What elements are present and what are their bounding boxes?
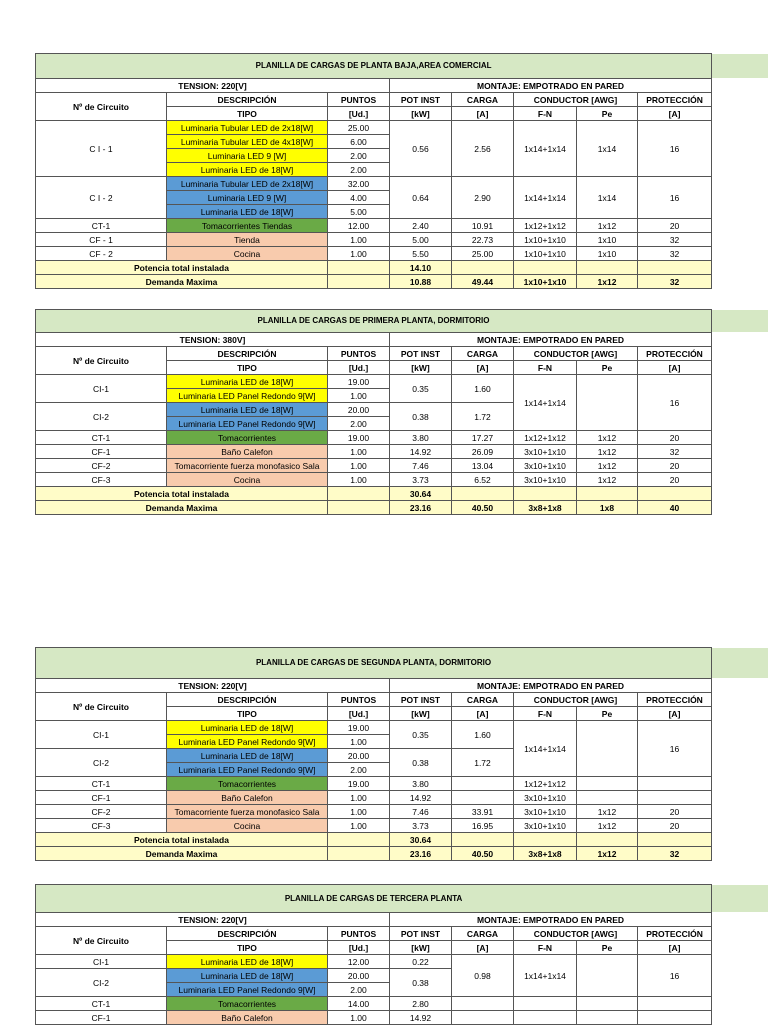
unit-pot: [kW] [390,941,452,955]
pot-cell: 0.56 [390,121,452,177]
tipo-cell: Cocina [167,819,328,833]
prot-cell: 20 [638,819,712,833]
unit-puntos: [Ud.] [328,361,390,375]
prot-cell: 16 [638,121,712,177]
carga-cell [452,997,514,1011]
prot-cell [638,1011,712,1025]
fn-cell: 3x10+1x10 [514,473,577,487]
fn-cell: 1x12+1x12 [514,219,577,233]
potencia-total-label: Potencia total instalada [36,261,328,275]
fn-cell: 1x14+1x14 [514,177,577,219]
puntos-cell: 19.00 [328,375,390,389]
header-conductor: CONDUCTOR [AWG] [514,927,638,941]
pe-cell: 1x10 [577,247,638,261]
carga-cell [452,777,514,791]
pot-cell: 14.92 [390,445,452,459]
prot-cell: 16 [638,955,712,997]
demanda-pot: 23.16 [390,501,452,515]
prot-cell: 20 [638,219,712,233]
tipo-cell: Tomacorrientes Tiendas [167,219,328,233]
tipo-cell: Tomacorrientes [167,997,328,1011]
tipo-cell: Tienda [167,233,328,247]
circuit-id: CF-2 [36,805,167,819]
demanda-carga: 40.50 [452,501,514,515]
header-puntos: PUNTOS [328,927,390,941]
header-conductor: CONDUCTOR [AWG] [514,93,638,107]
header-carga: CARGA [452,927,514,941]
pe-cell: 1x14 [577,121,638,177]
puntos-cell: 2.00 [328,983,390,997]
puntos-cell: 32.00 [328,177,390,191]
tipo-cell: Cocina [167,247,328,261]
empty-cell [328,261,390,275]
tipo-cell: Luminaria LED 9 [W] [167,191,328,205]
pot-cell: 0.38 [390,969,452,997]
header-pot-inst: POT INST [390,693,452,707]
fn-cell: 1x14+1x14 [514,375,577,431]
circuit-id: CF - 2 [36,247,167,261]
load-table [35,884,712,1025]
header-tipo: TIPO [167,707,328,721]
carga-cell: 17.27 [452,431,514,445]
tipo-cell: Luminaria LED Panel Redondo 9[W] [167,983,328,997]
empty-cell [638,487,712,501]
header-pot-inst: POT INST [390,927,452,941]
header-puntos: PUNTOS [328,693,390,707]
puntos-cell: 1.00 [328,791,390,805]
fn-cell: 3x10+1x10 [514,445,577,459]
pe-cell [577,777,638,791]
pe-cell [577,955,638,997]
puntos-cell: 1.00 [328,233,390,247]
header-proteccion: PROTECCIÓN [638,347,712,361]
demanda-maxima-label: Demanda Maxima [36,275,328,289]
empty-cell [328,833,390,847]
puntos-cell: 2.00 [328,163,390,177]
tipo-cell: Baño Calefon [167,791,328,805]
empty-cell [328,847,390,861]
header-puntos: PUNTOS [328,93,390,107]
pot-cell: 3.73 [390,819,452,833]
puntos-cell: 2.00 [328,417,390,431]
pot-cell: 5.50 [390,247,452,261]
unit-fn: F-N [514,361,577,375]
puntos-cell: 1.00 [328,247,390,261]
prot-cell [638,791,712,805]
puntos-cell: 1.00 [328,459,390,473]
empty-cell [577,487,638,501]
puntos-cell: 1.00 [328,735,390,749]
load-table [35,53,712,289]
unit-carga: [A] [452,941,514,955]
carga-cell: 22.73 [452,233,514,247]
puntos-cell: 1.00 [328,473,390,487]
puntos-cell: 14.00 [328,997,390,1011]
empty-cell [328,487,390,501]
potencia-total-label: Potencia total instalada [36,487,328,501]
prot-cell [638,997,712,1011]
puntos-cell: 2.00 [328,763,390,777]
fn-cell: 1x10+1x10 [514,233,577,247]
demanda-pe: 1x12 [577,275,638,289]
unit-proteccion: [A] [638,941,712,955]
circuit-id: C I - 2 [36,177,167,219]
tipo-cell: Luminaria LED de 18[W] [167,163,328,177]
empty-cell [452,261,514,275]
fn-cell [514,997,577,1011]
demanda-fn: 1x10+1x10 [514,275,577,289]
potencia-total-value: 30.64 [390,487,452,501]
header-pot-inst: POT INST [390,347,452,361]
fn-cell: 1x14+1x14 [514,955,577,997]
empty-cell [638,261,712,275]
demanda-maxima-label: Demanda Maxima [36,847,328,861]
carga-cell: 33.91 [452,805,514,819]
pot-cell: 3.73 [390,473,452,487]
circuit-id: CF-2 [36,459,167,473]
pot-cell: 5.00 [390,233,452,247]
circuit-id: CF-3 [36,473,167,487]
puntos-cell: 12.00 [328,955,390,969]
pot-cell: 0.38 [390,749,452,777]
header-descripcion: DESCRIPCIÓN [167,93,328,107]
tipo-cell: Luminaria LED Panel Redondo 9[W] [167,735,328,749]
carga-cell: 1.60 [452,375,514,403]
unit-carga: [A] [452,361,514,375]
puntos-cell: 4.00 [328,191,390,205]
tipo-cell: Luminaria LED de 18[W] [167,749,328,763]
pe-cell: 1x12 [577,805,638,819]
carga-cell: 0.98 [452,955,514,997]
header-descripcion: DESCRIPCIÓN [167,347,328,361]
empty-cell [452,487,514,501]
empty-cell [577,261,638,275]
pe-cell [577,997,638,1011]
carga-cell: 13.04 [452,459,514,473]
pot-cell: 0.35 [390,721,452,749]
carga-cell: 26.09 [452,445,514,459]
fn-cell: 1x12+1x12 [514,431,577,445]
pot-cell: 2.80 [390,997,452,1011]
unit-fn: F-N [514,941,577,955]
header-circuito: Nº de Circuito [36,347,167,375]
load-table [35,309,712,515]
fn-cell: 1x14+1x14 [514,121,577,177]
unit-pe: Pe [577,107,638,121]
demanda-carga: 40.50 [452,847,514,861]
tipo-cell: Baño Calefon [167,445,328,459]
pot-cell: 7.46 [390,805,452,819]
circuit-id: CI-1 [36,721,167,749]
title-band-extension [710,310,768,332]
tipo-cell: Tomacorriente fuerza monofasico Sala [167,459,328,473]
unit-proteccion: [A] [638,707,712,721]
header-pot-inst: POT INST [390,93,452,107]
unit-pot: [kW] [390,361,452,375]
empty-cell [328,275,390,289]
tipo-cell: Luminaria Tubular LED de 4x18[W] [167,135,328,149]
pot-cell: 0.64 [390,177,452,219]
tipo-cell: Luminaria Tubular LED de 2x18[W] [167,177,328,191]
pot-cell: 0.38 [390,403,452,431]
demanda-pe: 1x12 [577,847,638,861]
demanda-pot: 23.16 [390,847,452,861]
empty-cell [638,833,712,847]
fn-cell [514,1011,577,1025]
tension-label: TENSION: 220[V] [36,79,390,93]
carga-cell: 16.95 [452,819,514,833]
prot-cell: 20 [638,431,712,445]
header-tipo: TIPO [167,941,328,955]
carga-cell [452,1011,514,1025]
table-title: PLANILLA DE CARGAS DE PLANTA BAJA,AREA COMERCIAL [36,54,712,79]
circuit-id: CI-2 [36,749,167,777]
pe-cell: 1x12 [577,219,638,233]
header-carga: CARGA [452,93,514,107]
circuit-id: CF-1 [36,1011,167,1025]
puntos-cell: 1.00 [328,805,390,819]
pot-cell: 0.35 [390,375,452,403]
carga-cell: 1.72 [452,403,514,431]
tipo-cell: Luminaria LED Panel Redondo 9[W] [167,389,328,403]
prot-cell: 32 [638,233,712,247]
pe-cell [577,791,638,805]
demanda-prot: 32 [638,275,712,289]
pot-cell: 7.46 [390,459,452,473]
puntos-cell: 19.00 [328,777,390,791]
pot-cell: 3.80 [390,777,452,791]
circuit-id: CF-1 [36,791,167,805]
unit-carga: [A] [452,107,514,121]
circuit-id: C I - 1 [36,121,167,177]
empty-cell [514,261,577,275]
unit-fn: F-N [514,707,577,721]
carga-cell: 1.72 [452,749,514,777]
carga-cell: 10.91 [452,219,514,233]
circuit-id: CF-3 [36,819,167,833]
prot-cell: 32 [638,247,712,261]
unit-proteccion: [A] [638,107,712,121]
pot-cell: 14.92 [390,1011,452,1025]
fn-cell: 1x14+1x14 [514,721,577,777]
prot-cell: 16 [638,375,712,431]
unit-pot: [kW] [390,707,452,721]
header-tipo: TIPO [167,361,328,375]
demanda-fn: 3x8+1x8 [514,501,577,515]
tipo-cell: Luminaria LED 9 [W] [167,149,328,163]
header-puntos: PUNTOS [328,347,390,361]
tipo-cell: Tomacorrientes [167,777,328,791]
circuit-id: CI-2 [36,403,167,431]
puntos-cell: 1.00 [328,1011,390,1025]
montaje-label: MONTAJE: EMPOTRADO EN PARED [390,79,712,93]
carga-cell: 2.90 [452,177,514,219]
circuit-id: CT-1 [36,997,167,1011]
pe-cell: 1x12 [577,459,638,473]
circuit-id: CI-1 [36,955,167,969]
potencia-total-value: 30.64 [390,833,452,847]
header-proteccion: PROTECCIÓN [638,93,712,107]
fn-cell: 1x12+1x12 [514,777,577,791]
demanda-maxima-label: Demanda Maxima [36,501,328,515]
pe-cell [577,1011,638,1025]
unit-proteccion: [A] [638,361,712,375]
puntos-cell: 20.00 [328,969,390,983]
tension-label: TENSION: 220[V] [36,913,390,927]
header-carga: CARGA [452,693,514,707]
unit-puntos: [Ud.] [328,707,390,721]
puntos-cell: 12.00 [328,219,390,233]
circuit-id: CT-1 [36,431,167,445]
fn-cell: 3x10+1x10 [514,805,577,819]
unit-pe: Pe [577,941,638,955]
prot-cell: 20 [638,459,712,473]
empty-cell [328,501,390,515]
circuit-id: CF-1 [36,445,167,459]
puntos-cell: 1.00 [328,819,390,833]
puntos-cell: 20.00 [328,403,390,417]
prot-cell [638,777,712,791]
pe-cell [577,375,638,431]
header-descripcion: DESCRIPCIÓN [167,693,328,707]
circuit-id: CF - 1 [36,233,167,247]
empty-cell [577,833,638,847]
prot-cell: 20 [638,473,712,487]
circuit-id: CT-1 [36,219,167,233]
pe-cell: 1x12 [577,431,638,445]
puntos-cell: 2.00 [328,149,390,163]
header-circuito: Nº de Circuito [36,927,167,955]
pot-cell: 3.80 [390,431,452,445]
circuit-id: CI-1 [36,375,167,403]
unit-puntos: [Ud.] [328,941,390,955]
fn-cell: 3x10+1x10 [514,459,577,473]
unit-pot: [kW] [390,107,452,121]
potencia-total-value: 14.10 [390,261,452,275]
carga-cell: 25.00 [452,247,514,261]
header-circuito: Nº de Circuito [36,93,167,121]
pe-cell: 1x12 [577,473,638,487]
prot-cell: 20 [638,805,712,819]
tension-label: TENSION: 380V] [36,333,390,347]
tipo-cell: Luminaria Tubular LED de 2x18[W] [167,121,328,135]
carga-cell: 1.60 [452,721,514,749]
tension-label: TENSION: 220[V] [36,679,390,693]
table-title: PLANILLA DE CARGAS DE SEGUNDA PLANTA, DORMITORIO [36,648,712,679]
header-conductor: CONDUCTOR [AWG] [514,347,638,361]
puntos-cell: 1.00 [328,389,390,403]
empty-cell [514,487,577,501]
tipo-cell: Luminaria LED de 18[W] [167,969,328,983]
header-proteccion: PROTECCIÓN [638,693,712,707]
table-title: PLANILLA DE CARGAS DE TERCERA PLANTA [36,885,712,913]
carga-cell: 6.52 [452,473,514,487]
potencia-total-label: Potencia total instalada [36,833,328,847]
puntos-cell: 5.00 [328,205,390,219]
demanda-carga: 49.44 [452,275,514,289]
header-carga: CARGA [452,347,514,361]
prot-cell: 32 [638,445,712,459]
demanda-prot: 40 [638,501,712,515]
pe-cell: 1x12 [577,819,638,833]
tipo-cell: Luminaria LED Panel Redondo 9[W] [167,763,328,777]
pe-cell: 1x10 [577,233,638,247]
pot-cell: 14.92 [390,791,452,805]
montaje-label: MONTAJE: EMPOTRADO EN PARED [390,913,712,927]
pe-cell: 1x12 [577,445,638,459]
tipo-cell: Tomacorrientes [167,431,328,445]
tipo-cell: Luminaria LED de 18[W] [167,955,328,969]
unit-carga: [A] [452,707,514,721]
table-title: PLANILLA DE CARGAS DE PRIMERA PLANTA, DORMITORIO [36,310,712,333]
pe-cell [577,721,638,777]
demanda-pot: 10.88 [390,275,452,289]
fn-cell: 3x10+1x10 [514,791,577,805]
unit-puntos: [Ud.] [328,107,390,121]
tipo-cell: Cocina [167,473,328,487]
empty-cell [514,833,577,847]
fn-cell: 3x10+1x10 [514,819,577,833]
header-proteccion: PROTECCIÓN [638,927,712,941]
tipo-cell: Luminaria LED de 18[W] [167,721,328,735]
header-tipo: TIPO [167,107,328,121]
fn-cell: 1x10+1x10 [514,247,577,261]
title-band-extension [710,54,768,78]
unit-fn: F-N [514,107,577,121]
tipo-cell: Luminaria LED de 18[W] [167,205,328,219]
pe-cell: 1x14 [577,177,638,219]
circuit-id: CI-2 [36,969,167,997]
tipo-cell: Baño Calefon [167,1011,328,1025]
header-conductor: CONDUCTOR [AWG] [514,693,638,707]
tipo-cell: Luminaria LED de 18[W] [167,375,328,389]
title-band-extension [710,648,768,678]
header-descripcion: DESCRIPCIÓN [167,927,328,941]
circuit-id: CT-1 [36,777,167,791]
unit-pe: Pe [577,707,638,721]
empty-cell [452,833,514,847]
puntos-cell: 25.00 [328,121,390,135]
prot-cell: 16 [638,177,712,219]
carga-cell [452,791,514,805]
load-table [35,647,712,861]
demanda-prot: 32 [638,847,712,861]
tipo-cell: Luminaria LED de 18[W] [167,403,328,417]
title-band-extension [710,885,768,912]
puntos-cell: 20.00 [328,749,390,763]
pot-cell: 0.22 [390,955,452,969]
puntos-cell: 1.00 [328,445,390,459]
demanda-fn: 3x8+1x8 [514,847,577,861]
header-circuito: Nº de Circuito [36,693,167,721]
tipo-cell: Tomacorriente fuerza monofasico Sala [167,805,328,819]
pot-cell: 2.40 [390,219,452,233]
puntos-cell: 19.00 [328,721,390,735]
montaje-label: MONTAJE: EMPOTRADO EN PARED [390,333,712,347]
puntos-cell: 19.00 [328,431,390,445]
puntos-cell: 6.00 [328,135,390,149]
prot-cell: 16 [638,721,712,777]
montaje-label: MONTAJE: EMPOTRADO EN PARED [390,679,712,693]
unit-pe: Pe [577,361,638,375]
carga-cell: 2.56 [452,121,514,177]
demanda-pe: 1x8 [577,501,638,515]
tipo-cell: Luminaria LED Panel Redondo 9[W] [167,417,328,431]
